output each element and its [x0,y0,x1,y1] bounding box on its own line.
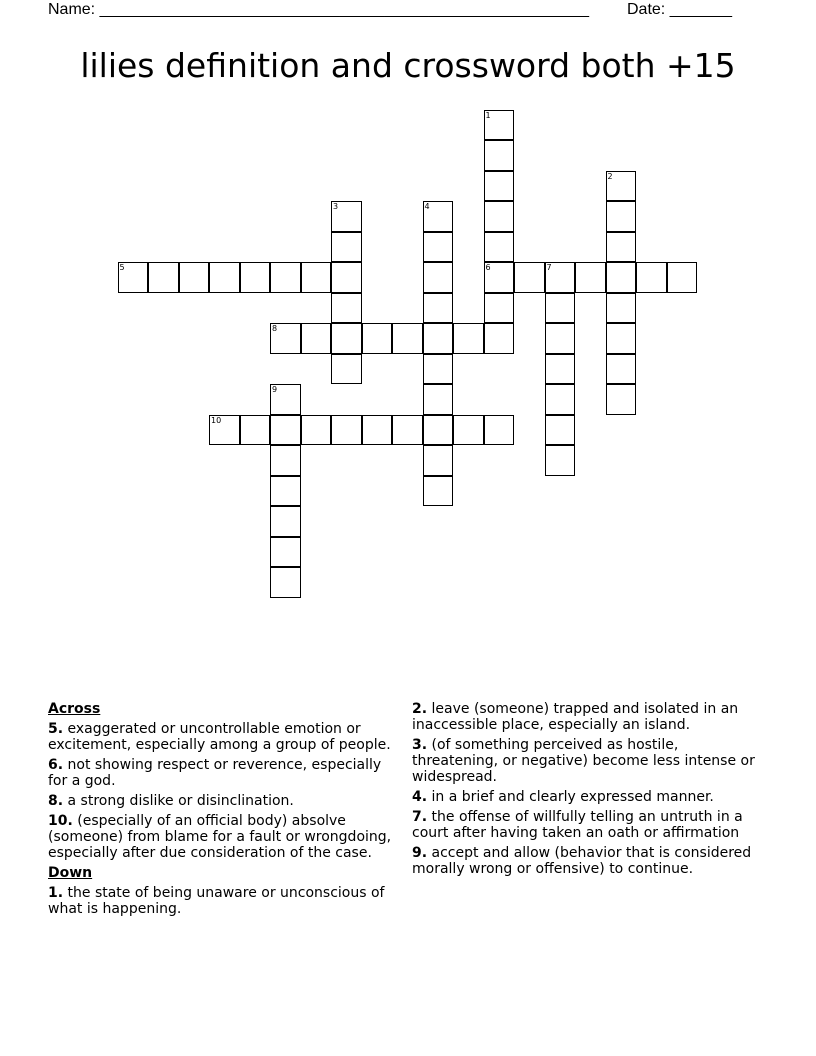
clue-number: 4. [412,789,428,805]
crossword-cell[interactable] [545,354,576,385]
cell-number: 9 [272,385,278,394]
crossword-cell[interactable] [423,201,454,232]
crossword-cell[interactable] [270,476,301,507]
crossword-cell[interactable] [484,140,515,171]
crossword-cell[interactable] [545,262,576,293]
date-line: Date: _______ [627,1,732,18]
crossword-cell[interactable] [423,354,454,385]
crossword-cell[interactable] [118,262,149,293]
crossword-cell[interactable] [484,171,515,202]
crossword-cell[interactable] [606,262,637,293]
crossword-cell[interactable] [545,293,576,324]
clue-number: 1. [48,885,64,901]
crossword-cell[interactable] [331,262,362,293]
crossword-cell[interactable] [545,415,576,446]
crossword-cell[interactable] [606,171,637,202]
crossword-cell[interactable] [331,293,362,324]
clue-number: 9. [412,845,428,861]
crossword-cell[interactable] [423,293,454,324]
clue-number: 2. [412,701,428,717]
crossword-cell[interactable] [545,323,576,354]
crossword-cell[interactable] [575,262,606,293]
crossword-cell[interactable] [423,262,454,293]
crossword-cell[interactable] [240,262,271,293]
crossword-cell[interactable] [179,262,210,293]
clue-across-5 [48,721,404,753]
page-title: lilies definition and crossword both +15 [80,46,736,85]
crossword-cell[interactable] [423,415,454,446]
crossword-cell[interactable] [209,415,240,446]
crossword-cell[interactable] [423,323,454,354]
crossword-cell[interactable] [423,445,454,476]
crossword-cell[interactable] [484,201,515,232]
crossword-cell[interactable] [392,323,423,354]
name-line: Name: _______________________________________________________ [48,1,589,18]
crossword-cell[interactable] [484,293,515,324]
clue-down-1 [48,885,404,917]
clue-text: accept and allow (behavior that is considered morally wrong or offensive) to continue. [412,845,752,877]
across-heading: Across [48,701,101,717]
crossword-cell[interactable] [545,445,576,476]
clue-down-3 [412,737,768,785]
clue-text: in a brief and clearly expressed manner. [431,789,714,805]
clue-down-7 [412,809,768,841]
crossword-cell[interactable] [606,354,637,385]
down-heading: Down [48,865,93,881]
crossword-cell[interactable] [453,415,484,446]
crossword-cell[interactable] [606,384,637,415]
crossword-cell[interactable] [484,415,515,446]
crossword-cell[interactable] [301,323,332,354]
crossword-cell[interactable] [545,384,576,415]
crossword-cell[interactable] [240,415,271,446]
clue-number: 7. [412,809,428,825]
crossword-cell[interactable] [484,232,515,263]
crossword-cell[interactable] [392,415,423,446]
crossword-cell[interactable] [270,537,301,568]
crossword-cell[interactable] [484,262,515,293]
crossword-cell[interactable] [331,323,362,354]
crossword-cell[interactable] [362,323,393,354]
crossword-cell[interactable] [667,262,698,293]
clue-number: 5. [48,721,64,737]
crossword-cell[interactable] [209,262,240,293]
crossword-cell[interactable] [270,506,301,537]
crossword-cell[interactable] [301,415,332,446]
cell-number: 8 [272,324,278,333]
cell-number: 3 [333,202,339,211]
crossword-cell[interactable] [331,415,362,446]
crossword-cell[interactable] [423,232,454,263]
cell-number: 10 [211,415,222,425]
crossword-cell[interactable] [270,262,301,293]
crossword-cell[interactable] [270,567,301,598]
crossword-cell[interactable] [331,354,362,385]
cell-number: 4 [424,202,430,211]
crossword-cell[interactable] [606,201,637,232]
crossword-cell[interactable] [331,201,362,232]
crossword-cell[interactable] [331,232,362,263]
cell-number: 2 [607,171,613,181]
clues-left-column [48,701,404,921]
clues-right-column [412,701,768,881]
cell-number: 7 [546,263,552,272]
clue-across-8 [48,793,404,809]
crossword-cell[interactable] [636,262,667,293]
cell-number: 5 [119,263,125,272]
clue-text: the offense of willfully telling an untruth in a court after having taken an oath or affirmation [412,809,743,841]
crossword-cell[interactable] [148,262,179,293]
clue-text: leave (someone) trapped and isolated in an inaccessible place, especially an island. [412,701,739,733]
clue-number: 8. [48,793,64,809]
crossword-cell[interactable] [606,293,637,324]
cell-number: 6 [485,263,491,272]
crossword-cell[interactable] [423,476,454,507]
crossword-cell[interactable] [606,323,637,354]
clue-down-9 [412,845,768,877]
clue-down-4 [412,789,768,805]
clue-down-2 [412,701,768,733]
clue-number: 10. [48,813,73,829]
clue-number: 6. [48,757,64,773]
clue-text: the state of being unaware or unconscious of what is happening. [48,885,385,917]
crossword-cell[interactable] [362,415,393,446]
clue-text: (especially of an official body) absolve (someone) from blame for a fault or wrongdoing, especially after due consideration of the case. [48,813,392,861]
clue-text: a strong dislike or disinclination. [67,793,294,809]
clue-across-6 [48,757,404,789]
crossword-cell[interactable] [484,110,515,141]
crossword-cell[interactable] [270,323,301,354]
crossword-cell[interactable] [606,232,637,263]
crossword-cell[interactable] [453,323,484,354]
crossword-cell[interactable] [514,262,545,293]
clue-across-10 [48,813,404,861]
crossword-cell[interactable] [423,384,454,415]
crossword-cell[interactable] [270,415,301,446]
crossword-cell[interactable] [301,262,332,293]
cell-number: 1 [485,110,491,120]
crossword-cell[interactable] [270,445,301,476]
crossword-cell[interactable] [484,323,515,354]
clue-number: 3. [412,737,428,753]
clue-text: exaggerated or uncontrollable emotion or excitement, especially among a group of people. [48,721,391,753]
clue-text: not showing respect or reverence, especially for a god. [48,757,382,789]
clue-text: (of something perceived as hostile, threatening, or negative) become less intense or widespread. [412,737,755,785]
crossword-cell[interactable] [270,384,301,415]
